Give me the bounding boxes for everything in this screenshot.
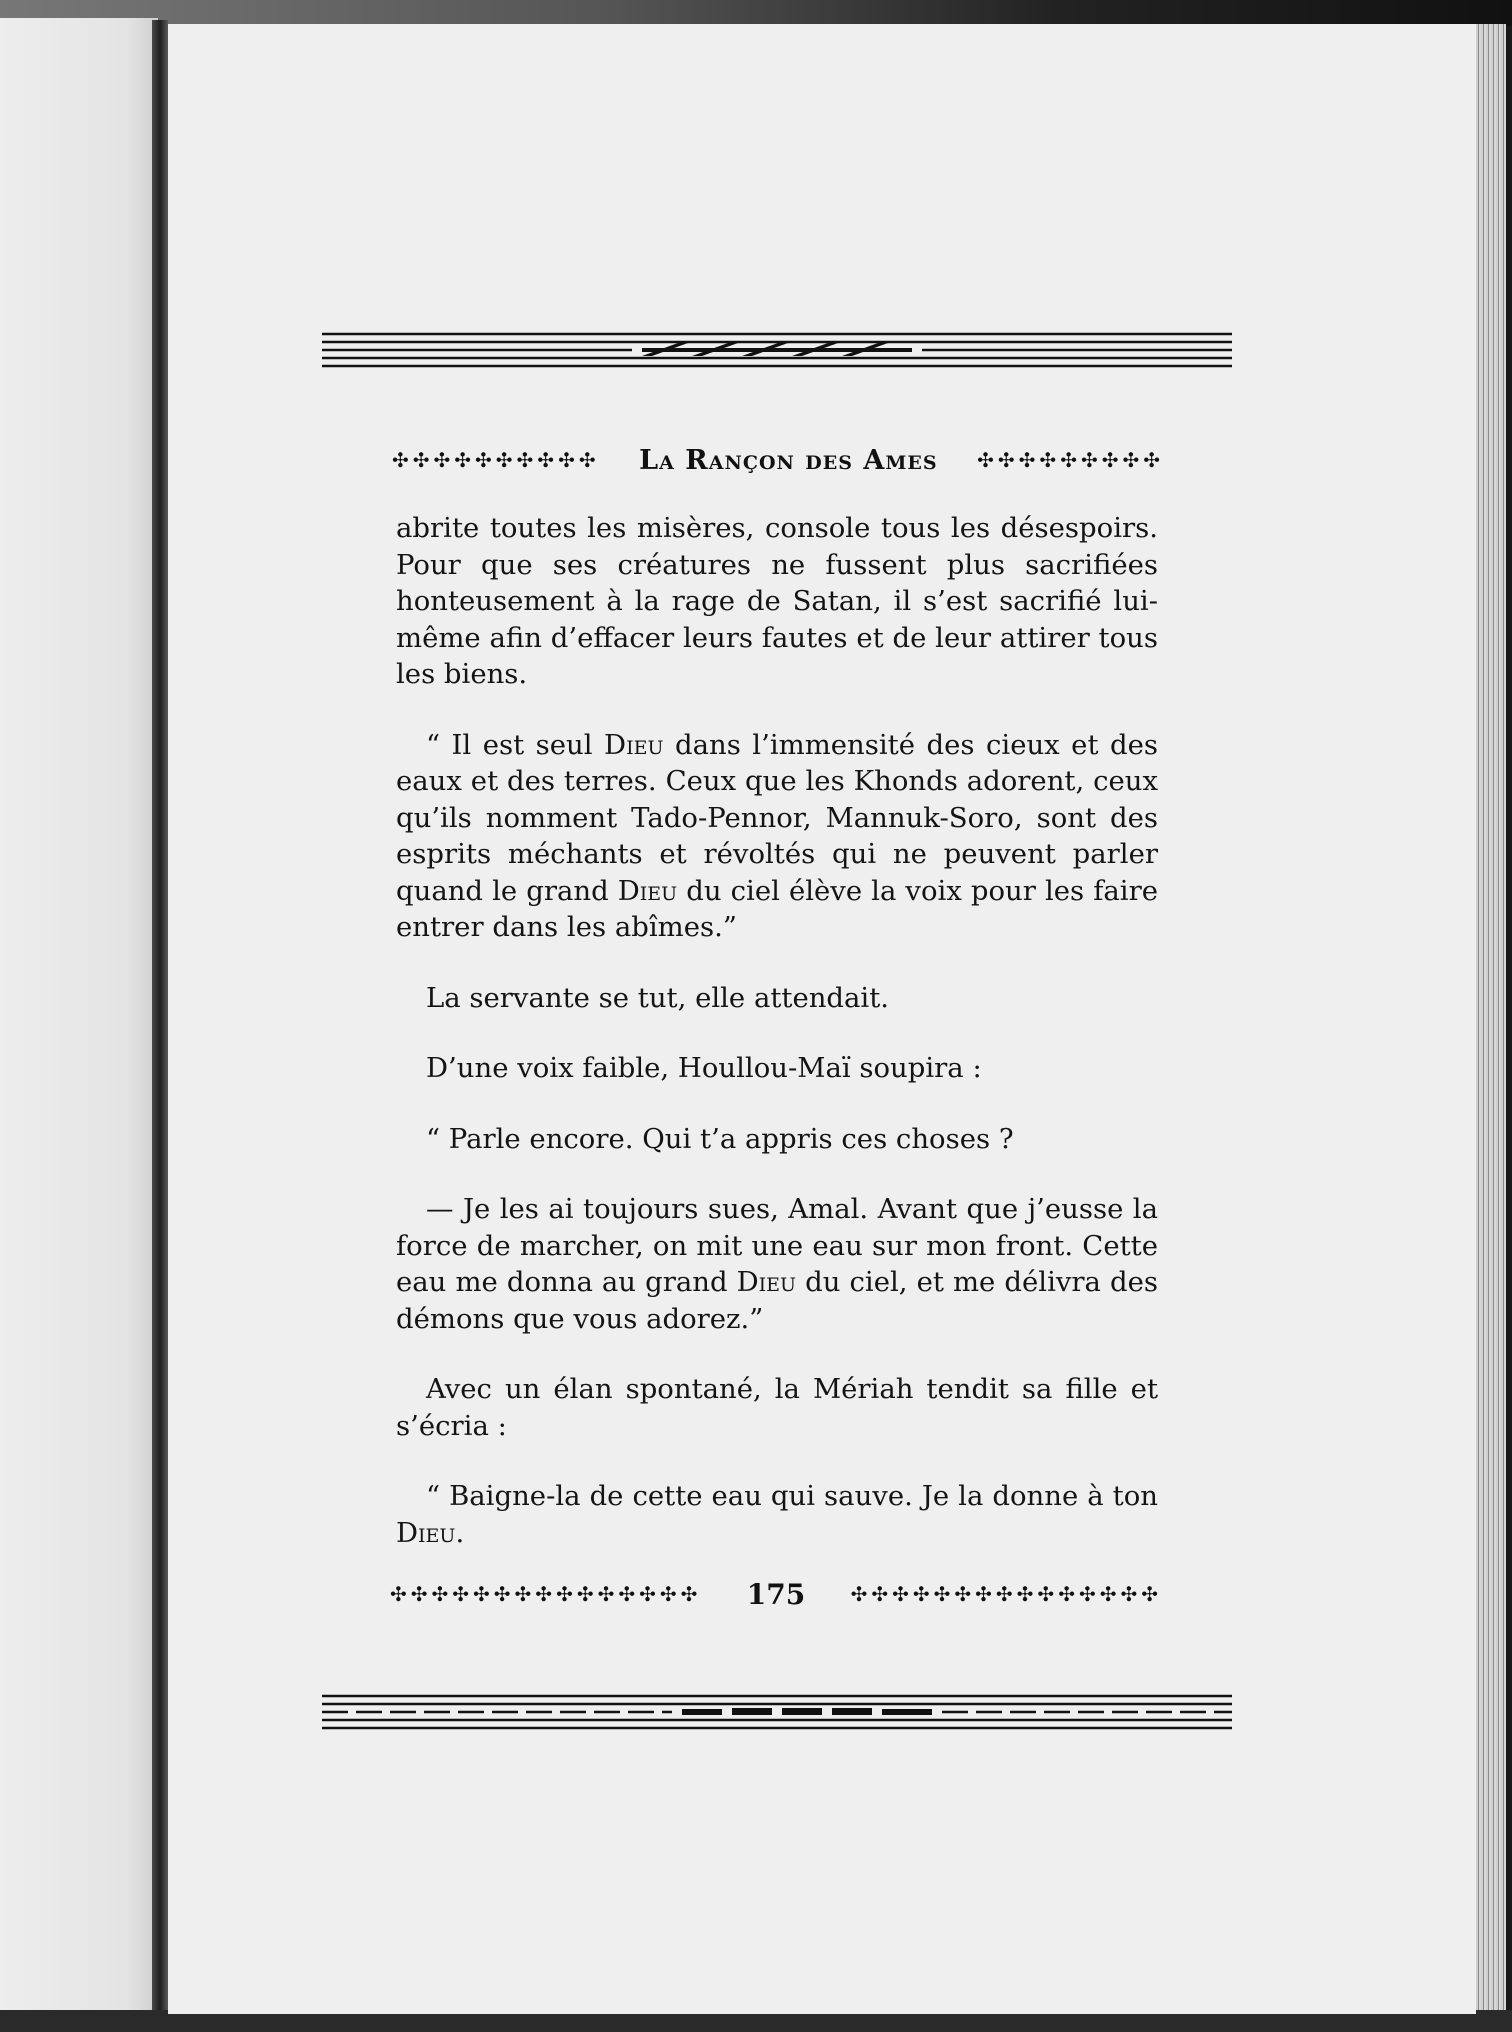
paragraph [396, 1371, 1158, 1444]
text-run: — Je les ai toujours sues, Amal. Avant que j’eusse la force de marcher, on mit une eau sur mon front. Cette eau me donna au grand [396, 1193, 1158, 1298]
ornament-row-right: ✣✣✣✣✣✣✣✣✣ [977, 448, 1164, 472]
paragraph [396, 980, 1158, 1017]
text-run: Avec un élan spontané, la Mériah tendit sa fille et s’écria : [396, 1373, 1158, 1442]
footer-ornament-right: ✣✣✣✣✣✣✣✣✣✣✣✣✣✣✣ [850, 1582, 1162, 1606]
text-run: “ Parle encore. Qui t’a appris ces choses ? [426, 1122, 1014, 1155]
page-fore-edge [1476, 24, 1506, 2014]
running-head [392, 440, 1164, 480]
text-run: du ciel élève la voix pour les faire entrer dans les abîmes.” [396, 874, 1158, 943]
paragraph [396, 1478, 1158, 1551]
book-gutter [152, 20, 168, 2020]
decorative-rule-top [322, 328, 1232, 378]
small-caps-word: Dieu [617, 874, 678, 907]
decorative-rule-bottom [322, 1690, 1232, 1740]
text-run: . [455, 1516, 465, 1549]
text-run: D’une voix faible, Houllou-Maï soupira : [426, 1052, 982, 1084]
footer-ornament-left: ✣✣✣✣✣✣✣✣✣✣✣✣✣✣✣ [390, 1582, 702, 1606]
text-run: du ciel, et me délivra des démons que vous adorez.” [396, 1266, 1159, 1335]
body-text [396, 510, 1158, 1585]
text-run: abrite toutes les misères, console tous les désespoirs. Pour que ses créatures ne fussent plus sacrifiées honteusement à la rage de Satan, il s’est sacrifié lui-même afin d’effacer leurs fautes et de leur attirer tous les biens. [396, 512, 1158, 690]
page-footer [390, 1574, 1162, 1614]
text-run: La servante se tut, elle attendait. [426, 981, 890, 1014]
scan-top-border [0, 0, 1512, 26]
ornament-row-left: ✣✣✣✣✣✣✣✣✣✣ [392, 448, 600, 472]
text-run: dans l’immensité des cieux et des eaux et des terres. Ceux que les Khonds adorent, ceux qu’ils nomment Tado-Pennor, Mannuk-Soro, sont des esprits méchants et révoltés qui ne peuvent parler quand le grand [396, 728, 1158, 907]
text-run: “ Il est seul [426, 728, 605, 761]
page-number: 175 [746, 1577, 806, 1611]
small-caps-word: Dieu [396, 1516, 456, 1549]
paragraph [396, 1050, 1158, 1087]
facing-page-edge [0, 18, 158, 2018]
paragraph [396, 727, 1158, 946]
small-caps-word: Dieu [604, 728, 664, 761]
paragraph [396, 1191, 1158, 1337]
running-title: La Rançon des Ames [639, 444, 938, 476]
paragraph [396, 1121, 1158, 1158]
text-run: “ Baigne-la de cette eau qui sauve. Je la donne à ton [426, 1480, 1158, 1512]
small-caps-word: Dieu [736, 1266, 797, 1298]
paragraph [396, 510, 1158, 693]
